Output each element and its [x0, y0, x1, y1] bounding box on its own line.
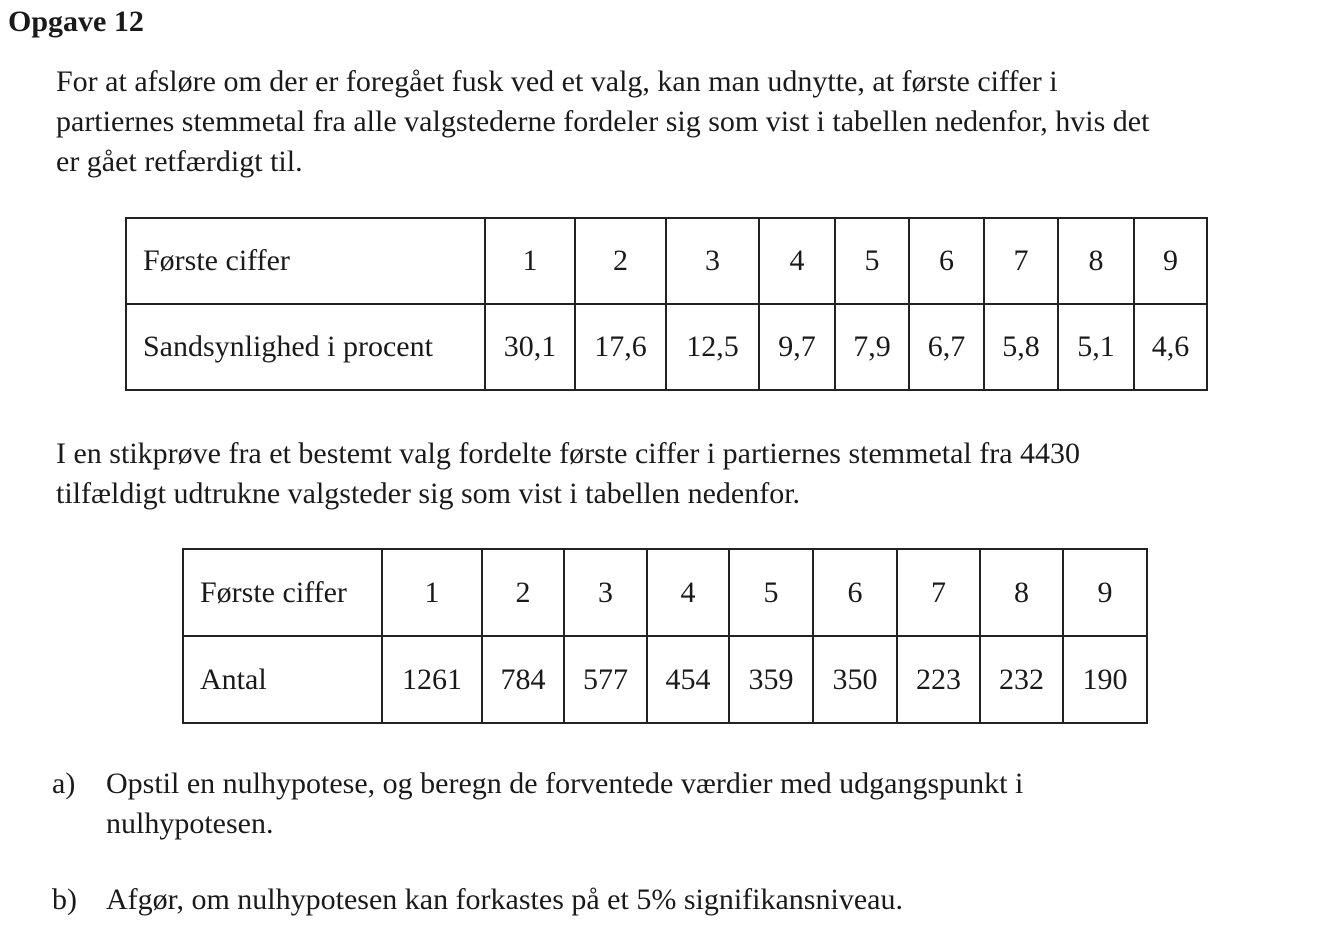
- digit-cell: 6: [813, 549, 897, 636]
- digit-cell: 8: [980, 549, 1063, 636]
- row-header-digit: Første ciffer: [126, 218, 485, 304]
- digit-cell: 6: [909, 218, 984, 304]
- digit-cell: 2: [575, 218, 666, 304]
- count-cell: 577: [564, 636, 647, 723]
- count-cell: 359: [729, 636, 813, 723]
- count-cell: 190: [1063, 636, 1147, 723]
- count-cell: 1261: [382, 636, 482, 723]
- probability-cell: 12,5: [666, 304, 759, 390]
- table-row: [183, 636, 1147, 723]
- row-header-count: Antal: [183, 636, 382, 723]
- digit-cell: 5: [729, 549, 813, 636]
- question-a: [52, 764, 1206, 844]
- probability-cell: 5,1: [1058, 304, 1134, 390]
- question-text: Afgør, om nulhypotesen kan forkastes på et 5% signifikansniveau.: [106, 883, 903, 916]
- digit-cell: 3: [564, 549, 647, 636]
- count-cell: 784: [482, 636, 564, 723]
- count-cell: 223: [897, 636, 980, 723]
- count-table: [182, 548, 1148, 724]
- digit-cell: 2: [482, 549, 564, 636]
- count-cell: 350: [813, 636, 897, 723]
- digit-cell: 5: [835, 218, 909, 304]
- digit-cell: 1: [382, 549, 482, 636]
- digit-cell: 8: [1058, 218, 1134, 304]
- probability-table: [125, 217, 1208, 391]
- row-header-digit: Første ciffer: [183, 549, 382, 636]
- probability-cell: 7,9: [835, 304, 909, 390]
- digit-cell: 7: [897, 549, 980, 636]
- digit-cell: 9: [1063, 549, 1147, 636]
- intro-paragraph: For at afsløre om der er foregået fusk ved et valg, kan man udnytte, at første ciffer i partiernes stemmetal fra alle valgstederne fordeler sig som vist i tabellen nedenfor, hvis det er gået retfærdigt til.: [56, 65, 1150, 178]
- sample-paragraph: I en stikprøve fra et bestemt valg fordelte første ciffer i partiernes stemmetal fra 4430 tilfældigt udtrukne valgsteder sig som vist i tabellen nedenfor.: [56, 437, 1081, 510]
- page-title: Opgave 12: [8, 5, 144, 38]
- table-row: [126, 218, 1207, 304]
- question-b: [52, 880, 1206, 920]
- digit-cell: 4: [647, 549, 729, 636]
- digit-cell: 3: [666, 218, 759, 304]
- probability-cell: 4,6: [1134, 304, 1207, 390]
- question-text: Opstil en nulhypotese, og beregn de forventede værdier med udgangspunkt i nulhypotesen.: [106, 767, 1024, 840]
- row-header-probability: Sandsynlighed i procent: [126, 304, 485, 390]
- probability-cell: 30,1: [485, 304, 575, 390]
- digit-cell: 7: [984, 218, 1058, 304]
- probability-cell: 6,7: [909, 304, 984, 390]
- probability-cell: 5,8: [984, 304, 1058, 390]
- question-label: b): [52, 883, 77, 916]
- probability-cell: 9,7: [759, 304, 835, 390]
- table-row: [126, 304, 1207, 390]
- count-cell: 454: [647, 636, 729, 723]
- digit-cell: 9: [1134, 218, 1207, 304]
- question-label: a): [52, 767, 76, 800]
- table-row: [183, 549, 1147, 636]
- digit-cell: 4: [759, 218, 835, 304]
- count-cell: 232: [980, 636, 1063, 723]
- digit-cell: 1: [485, 218, 575, 304]
- probability-cell: 17,6: [575, 304, 666, 390]
